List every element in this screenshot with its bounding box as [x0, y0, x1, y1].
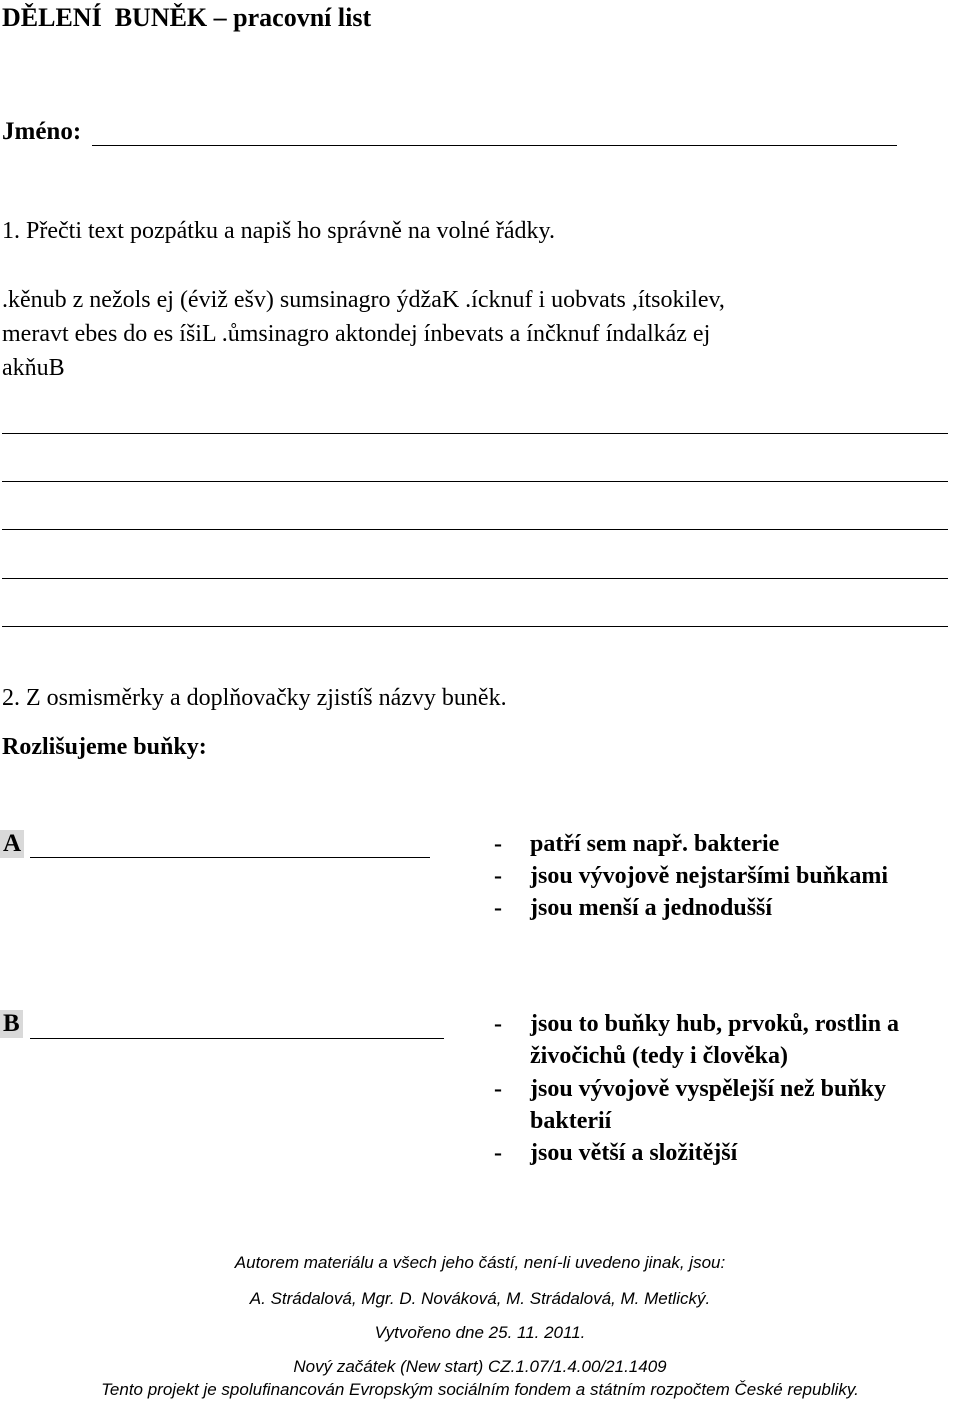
- list-item: - jsou to buňky hub, prvoků, rostlin a: [494, 1011, 900, 1037]
- list-item: - jsou větší a složitější: [494, 1140, 738, 1166]
- cell-b-answer-line: [30, 1038, 444, 1039]
- list-item: - patří sem např. bakterie: [494, 831, 780, 857]
- reversed-text-line-3: akňuB: [2, 355, 65, 381]
- name-line: [92, 145, 897, 146]
- answer-line: [2, 433, 948, 434]
- name-label: Jméno:: [2, 118, 82, 145]
- subheading: Rozlišujeme buňky:: [2, 734, 207, 760]
- answer-line: [2, 578, 948, 579]
- cell-b-letter: B: [0, 1010, 23, 1038]
- footer-authors-intro: Autorem materiálu a všech jeho částí, není-li uvedeno jinak, jsou:: [234, 1253, 726, 1272]
- footer-created-date: Vytvořeno dne 25. 11. 2011.: [374, 1323, 586, 1342]
- cell-a-answer-line: [30, 857, 430, 858]
- reversed-text-line-1: .kěnub z nežols ej (éviž ešv) sumsinagro ýdžaK .ícknuf i uobvats ,ítsokilev,: [2, 287, 725, 313]
- list-item: živočichů (tedy i člověka): [530, 1043, 788, 1069]
- page-title: DĚLENÍ BUNĚK – pracovní list: [2, 3, 372, 32]
- answer-line: [2, 529, 948, 530]
- cell-a-description: [494, 828, 960, 938]
- list-item: - jsou menší a jednodušší: [494, 895, 773, 921]
- cell-b-description: [494, 1008, 960, 1178]
- list-item: - jsou vývojově vyspělejší než buňky: [494, 1076, 887, 1102]
- cell-a-letter: A: [0, 830, 24, 858]
- list-item: - jsou vývojově nejstaršími buňkami: [494, 863, 889, 889]
- task-1-instruction: 1. Přečti text pozpátku a napiš ho správně na volné řádky.: [2, 218, 555, 244]
- footer-authors: A. Strádalová, Mgr. D. Nováková, M. Strádalová, M. Metlický.: [249, 1289, 711, 1308]
- footer-project-id: Nový začátek (New start) CZ.1.07/1.4.00/21.1409: [293, 1357, 667, 1376]
- task-2-instruction: 2. Z osmisměrky a doplňovačky zjistíš názvy buněk.: [2, 685, 507, 711]
- answer-line: [2, 626, 948, 627]
- answer-line: [2, 481, 948, 482]
- footer-funding: Tento projekt je spolufinancován Evropským sociálním fondem a státním rozpočtem České republiky.: [101, 1380, 859, 1399]
- reversed-text-line-2: meravt ebes do es íšiL .ůmsinagro aktondej ínbevats a ínčknuf índalkáz ej: [2, 321, 711, 347]
- list-item: bakterií: [530, 1108, 612, 1134]
